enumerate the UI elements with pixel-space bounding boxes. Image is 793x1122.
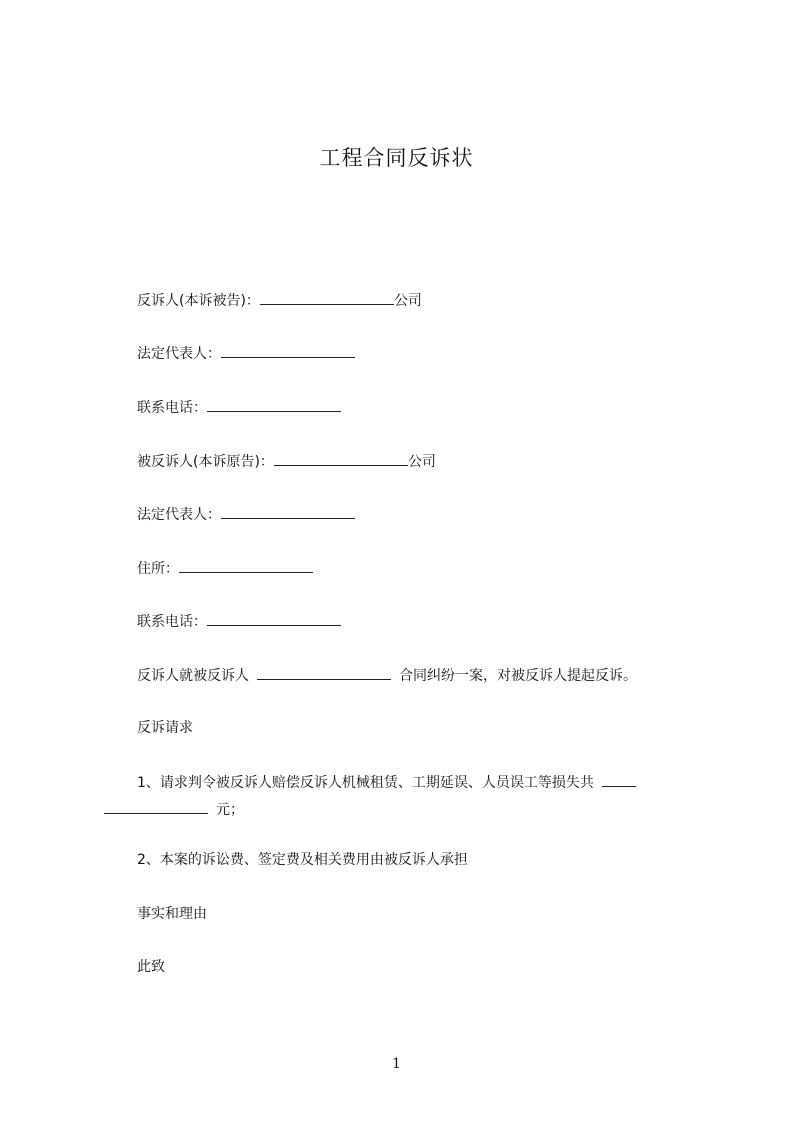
legal-rep-line-2	[137, 504, 355, 525]
phone-blank[interactable]	[207, 397, 341, 412]
company-suffix: 公司	[407, 454, 436, 470]
counter-plaintiff-blank[interactable]	[260, 290, 394, 305]
legal-rep-label: 法定代表人：	[137, 346, 221, 362]
page-title: 工程合同反诉状	[319, 146, 474, 170]
counter-defendant-line	[137, 451, 436, 472]
phone-blank[interactable]	[207, 611, 341, 626]
claim-item-1-unit: 元；	[216, 802, 244, 818]
claim-item-1	[137, 772, 636, 793]
closing-text: 此致	[137, 959, 165, 975]
phone-line	[137, 397, 341, 418]
phone-label: 联系电话：	[137, 614, 207, 630]
claim-item-1-continuation	[104, 799, 244, 820]
counter-plaintiff-line	[137, 290, 422, 311]
legal-rep-blank[interactable]	[221, 504, 355, 519]
claims-heading: 反诉请求	[137, 720, 193, 736]
legal-rep-label: 法定代表人：	[137, 507, 221, 523]
address-blank[interactable]	[179, 558, 313, 573]
address-line	[137, 558, 313, 579]
phone-label: 联系电话：	[137, 400, 207, 416]
phone-line-2	[137, 611, 341, 632]
loss-amount-blank-continued[interactable]	[104, 799, 208, 814]
company-suffix: 公司	[393, 293, 422, 309]
legal-rep-line	[137, 343, 355, 364]
claim-item-1-text: 1、请求判令被反诉人赔偿反诉人机械租赁、工期延误、人员误工等损失共	[137, 775, 594, 791]
legal-rep-blank[interactable]	[221, 343, 355, 358]
claim-item-2: 2、本案的诉讼费、签定费及相关费用由被反诉人承担	[137, 852, 468, 868]
counter-defendant-blank[interactable]	[274, 451, 408, 466]
counter-defendant-label: 被反诉人(本诉原告)：	[137, 454, 274, 470]
statement-suffix: 合同纠纷一案，对被反诉人提起反诉。	[399, 668, 637, 684]
counter-plaintiff-label: 反诉人(本诉被告)：	[137, 293, 260, 309]
page-number: 1	[392, 1056, 401, 1072]
contract-name-blank[interactable]	[257, 665, 391, 680]
address-label: 住所：	[137, 561, 179, 577]
statement-prefix: 反诉人就被反诉人	[137, 668, 249, 684]
dispute-statement	[137, 665, 637, 686]
facts-heading: 事实和理由	[137, 906, 207, 922]
loss-amount-blank[interactable]	[602, 772, 636, 787]
